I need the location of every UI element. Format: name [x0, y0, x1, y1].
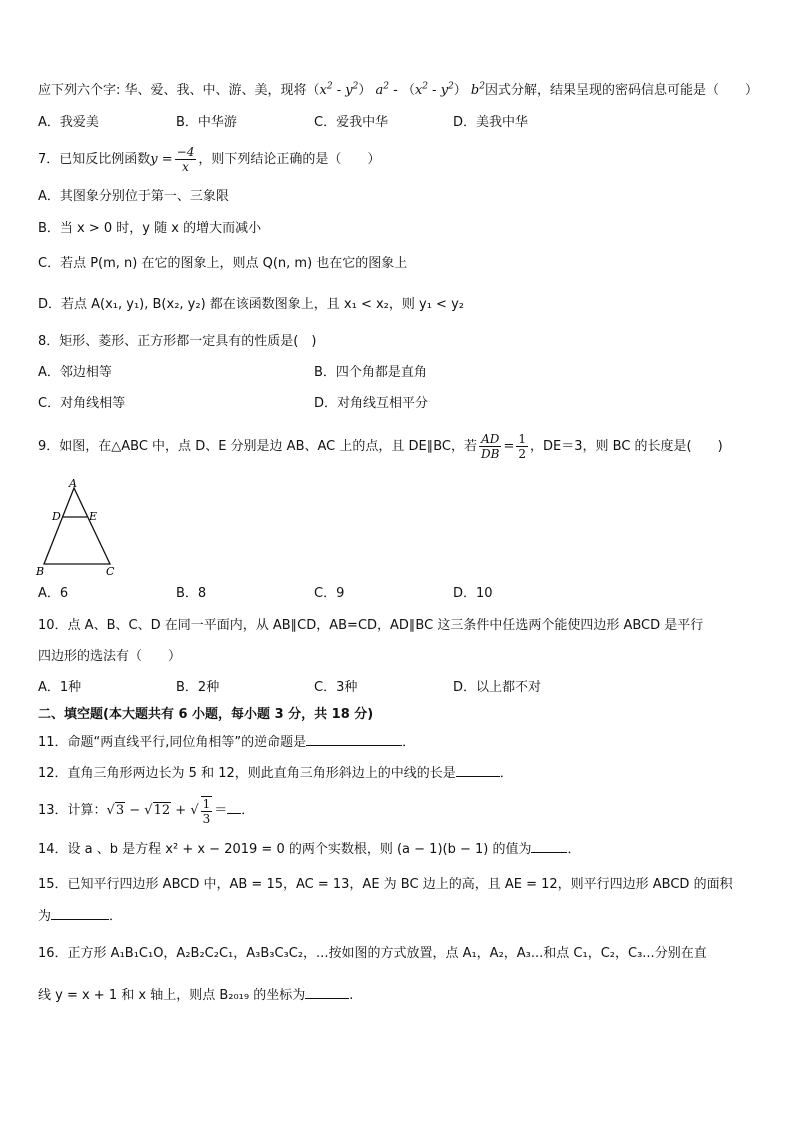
q9-option-a: A．6 [38, 586, 69, 601]
q13-sqrt-frac: √ $\frac{1}{3}$ [190, 796, 211, 826]
q8-option-a: A．邻边相等 [38, 365, 112, 380]
section-heading-fill-blank: 二、填空题(本大题共有 6 小题，每小题 3 分，共 18 分) [38, 707, 374, 722]
q13-stem: 13．计算： [38, 803, 107, 818]
q7-stem-part-a: 7．已知反比例函数 [38, 152, 151, 167]
q13-end: ． [241, 803, 255, 818]
q9-stem-part-a: 9．如图，在△ABC 中，点 D、E 分别是边 AB、AC 上的点，且 DE∥BC，若 [38, 439, 477, 454]
q6-stem-part-e: 因式分解，结果呈现的密码信息可能是（ ） [485, 83, 759, 98]
q6-option-a: A．我爱美 [38, 115, 99, 130]
q7-option-c: C．若点 P(m, n) 在它的图象上，则点 Q(n, m) 也在它的图象上 [38, 256, 408, 271]
q7-stem [38, 145, 380, 175]
q13-answer-blank [227, 801, 241, 814]
q6-stem-part-a: 应下列六个字: 华、爱、我、中、游、美，现将（ [38, 83, 320, 98]
q16-end: . [349, 988, 354, 1003]
q16-line1: 16．正方形 A₁B₁C₁O，A₂B₂C₂C₁，A₃B₃C₃C₂，...按如图的方式放置，点 A₁，A₂，A₃...和点 C₁，C₂，C₃...分别在直 [38, 946, 707, 961]
q16-answer-blank [305, 986, 349, 999]
q7-fraction: $\frac{-4}{x}$ [176, 145, 195, 174]
q6-math-2: $x^2 - y^2$ [414, 81, 454, 98]
q6-option-d: D．美我中华 [453, 115, 529, 130]
q15-end: ． [109, 909, 123, 924]
q8-option-b: B．四个角都是直角 [314, 365, 427, 380]
q7-func: y = [150, 152, 173, 167]
q14-stem: 14．设 a 、b 是方程 x² + x − 2019 = 0 的两个实数根，则 (a − 1)(b − 1) 的值为 [38, 842, 532, 857]
q6-option-c: C．爱我中华 [314, 115, 389, 130]
q13-sqrt12: √12 [144, 803, 171, 818]
q6-math-b2: $b^2$ [466, 81, 485, 98]
q15-answer-blank [51, 907, 109, 920]
q14 [38, 840, 581, 859]
q10-option-a: A．1种 [38, 680, 82, 695]
q13: 13．计算：√3 − √12 + √ $\frac{1}{3}$ ＝ ． [38, 794, 254, 828]
q14-end: ． [567, 842, 581, 857]
q9-label-a: A [69, 478, 77, 490]
q9-triangle-figure [32, 478, 132, 578]
q9-label-b: B [36, 565, 45, 578]
q12 [38, 764, 513, 783]
q6-stem-part-b: ） [358, 83, 372, 98]
q16-stem-tail: 线 y = x + 1 和 x 轴上，则点 B₂₀₁₉ 的坐标为 [38, 988, 306, 1003]
q8-option-c: C．对角线相等 [38, 396, 126, 411]
q9-label-c: C [106, 565, 115, 578]
q7-option-b: B．当 x > 0 时，y 随 x 的增大而减小 [38, 221, 262, 236]
q9-stem-part-b: ，DE＝3，则 BC 的长度是( ) [530, 439, 723, 454]
q14-answer-blank [531, 840, 567, 853]
q10-option-d: D．以上都不对 [453, 680, 542, 695]
q13-sqrt3: √3 [106, 803, 125, 818]
q6-option-b: B．中华游 [176, 115, 237, 130]
q10-option-c: C．3种 [314, 680, 358, 695]
q12-stem: 12．直角三角形两边长为 5 和 12，则此直角三角形斜边上的中线的长是 [38, 766, 456, 781]
q9-ratio-fraction: $\frac{AD}{DB}$ [481, 432, 500, 461]
q11 [38, 733, 415, 752]
q10-stem-line2: 四边形的选法有（ ） [38, 649, 182, 664]
q6-stem [38, 82, 758, 100]
q15-line2 [38, 907, 122, 926]
q6-math-a2: $a^2$ [371, 81, 389, 98]
q12-end: ． [499, 766, 513, 781]
q16-line2 [38, 986, 353, 1005]
q11-end: ． [402, 735, 416, 750]
q9-half-fraction: $\frac{1}{2}$ [518, 432, 526, 461]
q6-stem-part-d: ） [453, 83, 467, 98]
q13-equals: ＝ [214, 803, 228, 818]
q8-option-d: D．对角线互相平分 [314, 396, 429, 411]
q7-stem-part-b: ，则下列结论正确的是（ ） [198, 152, 381, 167]
q8-stem: 8．矩形、菱形、正方形都一定具有的性质是( ) [38, 334, 317, 349]
q9-option-b: B．8 [176, 586, 207, 601]
q15-line1: 15．已知平行四边形 ABCD 中，AB = 15，AC = 13，AE 为 BC 边上的高，且 AE = 12，则平行四边形 ABCD 的面积 [38, 877, 733, 892]
q15-stem-tail: 为 [38, 909, 52, 924]
q9-option-c: C．9 [314, 586, 345, 601]
q9-triangle [44, 488, 110, 564]
q9-option-d: D．10 [453, 586, 493, 601]
q10-stem-line1: 10．点 A、B、C、D 在同一平面内，从 AB∥CD，AB=CD，AD∥BC 这三条件中任选两个能使四边形 ABCD 是平行 [38, 618, 704, 633]
q9-label-d: D [52, 510, 61, 523]
q7-option-a: A．其图象分别位于第一、三象限 [38, 189, 229, 204]
q7-option-d: D．若点 A(x₁, y₁), B(x₂, y₂) 都在该函数图象上，且 x₁ < x₂，则 y₁ < y₂ [38, 297, 464, 312]
q11-answer-blank [306, 733, 402, 746]
q9-stem: 9．如图，在△ABC 中，点 D、E 分别是边 AB、AC 上的点，且 DE∥BC，若 $\frac{AD}{DB}$ = $\frac{1}{2}$ ，DE＝3，则 BC 的长度是( ) [38, 432, 723, 461]
q6-math-1: $x^2 - y^2$ [319, 81, 359, 98]
q10-option-b: B．2种 [176, 680, 220, 695]
q12-answer-blank [456, 764, 500, 777]
q11-stem: 11．命题“两直线平行,同位角相等”的逆命题是 [38, 735, 307, 750]
q6-stem-part-c: - （ [388, 83, 415, 98]
q9-label-e: E [89, 510, 98, 523]
